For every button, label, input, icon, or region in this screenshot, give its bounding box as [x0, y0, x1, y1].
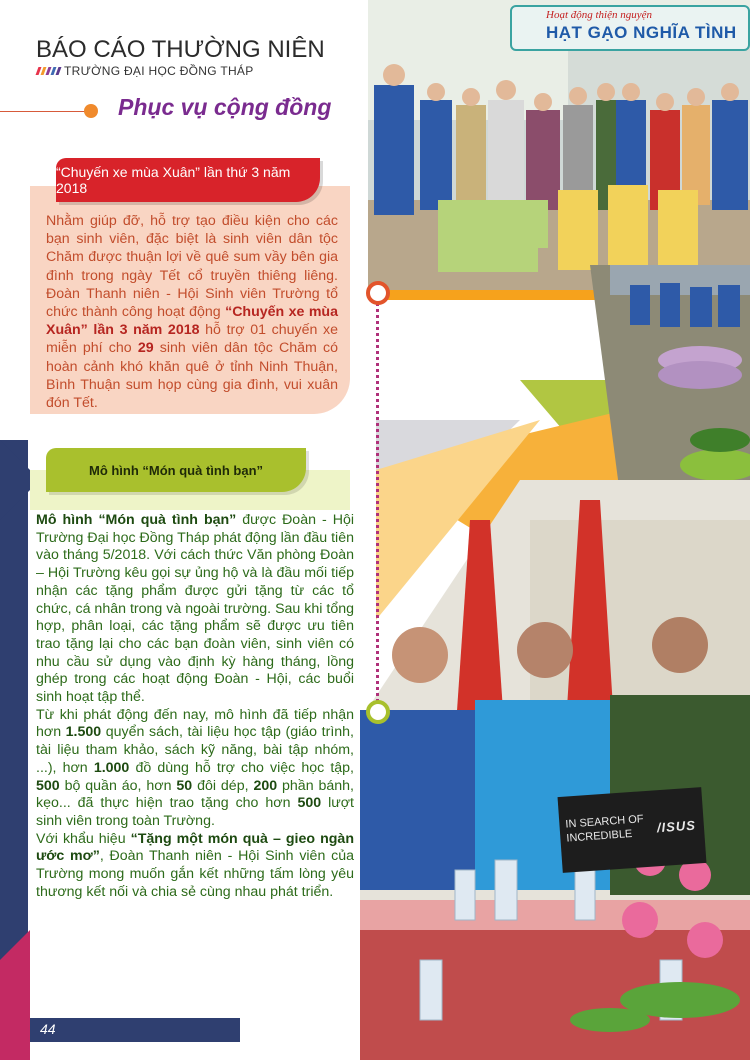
article-heading-friendship-gift: Mô hình “Món quà tình bạn”: [46, 448, 306, 492]
connector-node-top: [366, 281, 390, 305]
text-bold: 50: [176, 777, 193, 794]
text-bold: Mô hình: [36, 512, 99, 528]
gift-box-text-2: INCREDIBLE: [566, 828, 633, 845]
page-number-bar: [30, 1018, 240, 1042]
report-title: BÁO CÁO THƯỜNG NIÊN: [36, 36, 325, 63]
paragraph-3: [36, 831, 354, 902]
text-bold: 29: [137, 340, 154, 357]
text-run: , Đoàn Thanh niên - Hội Sinh viên của Trường mong muốn gắn kết những tấm lòng yêu thương kết nối và chia sẻ cùng nhau phát triển.: [36, 848, 354, 900]
photo-award-ceremony: [360, 480, 750, 1060]
photo-award-image: [360, 480, 750, 1060]
photo-charity-group: [368, 0, 750, 290]
text-bold: 1.500: [65, 724, 102, 741]
article-heading-spring-bus: “Chuyến xe mùa Xuân” lần thứ 3 năm 2018: [56, 158, 320, 202]
header-stripes: [37, 67, 59, 75]
text-bold: “Tặng một món quà – gieo ngàn ước mơ”: [36, 830, 354, 865]
university-name: TRƯỜNG ĐẠI HỌC ĐỒNG THÁP: [64, 64, 254, 78]
photo-tire-garden: [590, 265, 750, 495]
dotted-connector: [376, 290, 379, 708]
text-run: Từ khi phát động đến nay, mô hình đã tiếp nhận hơn: [36, 706, 354, 741]
text-run: quyển sách, tài liệu học tập (giáo trình, tài liệu tham khảo, sách kỹ năng, bài tập nhóm, ...), hơn: [36, 724, 354, 776]
text-bold: 200: [253, 777, 278, 794]
text-run: được Đoàn - Hội Trường Đại học Đồng Tháp phát động lần đầu tiên vào tháng 5/2018. Với cách thức Văn phòng Đoàn – Hội Trường kêu gọi sự ủng hộ và là đầu mối tiếp nhận các tặng phẩm được gửi tặng từ các tổ chức, cá nhân trong và ngoài trường. Sau khi tổng hợp, phân loại, các tặng phẩm sẽ được ưu tiên trao tặng lại cho các bạn đoàn viên, sinh viên có nhu cầu sử dụng vào định kỳ hàng tháng, lồng ghép trong các hoạt động Đoàn - Hội, các buổi sinh hoạt tập thể.: [36, 512, 355, 706]
paragraph-2: [36, 707, 354, 831]
text-run: bộ quần áo, hơn: [59, 777, 177, 794]
banner-small-text: Hoạt động thiện nguyện: [546, 9, 653, 21]
text-run: Nhằm giúp đỡ, hỗ trợ tạo điều kiện cho các bạn sinh viên, đặc biệt là sinh viên dân tộc Chăm được thuận lợi về quê sum vầy bên gia đình trong ngày Tết cổ truyền thiêng liêng. Đoàn Thanh niên - Hội Sinh viên Trường tổ chức thành công hoạt động: [46, 213, 338, 321]
article-text-friendship-gift: [36, 512, 354, 901]
section-line: [0, 111, 88, 112]
connector-node-bottom: [366, 700, 390, 724]
photo-tire-garden-image: [590, 265, 750, 495]
gift-box-logo: /ISUS: [656, 817, 697, 836]
paragraph-1: [36, 512, 354, 707]
text-run: phần bánh, kẹo... đã thực hiện trao tặng cho hơn: [36, 777, 354, 812]
banner-big-text: HẠT GẠO NGHĨA TÌNH: [546, 23, 737, 42]
text-run: hỗ trợ 01 chuyến xe miễn phí cho: [46, 322, 338, 357]
page-number: 44: [40, 1021, 56, 1037]
text-bold: 500: [297, 795, 322, 812]
article-text-spring-bus: [46, 212, 338, 412]
text-run: đôi dép,: [192, 777, 254, 794]
text-run: Với khẩu hiệu: [36, 830, 131, 847]
text-bold: 500: [36, 777, 60, 794]
text-run: đồ dùng hỗ trợ cho việc học tập,: [129, 759, 354, 776]
activity-banner: [510, 5, 750, 51]
laptop-gift-box: [558, 787, 707, 873]
text-bold: 1.000: [93, 759, 130, 776]
text-run: sinh viên dân tộc Chăm có hoàn cảnh khó khăn quê ở tỉnh Ninh Thuận, Bình Thuận sum họp cùng gia đình, vui xuân đón Tết.: [46, 340, 338, 412]
section-dot: [84, 104, 98, 118]
text-bold: “Món quà tình bạn”: [98, 512, 237, 528]
text-bold: “Chuyến xe mùa Xuân” lần 3 năm 2018: [46, 304, 338, 339]
gift-box-text-1: IN SEARCH OF: [565, 813, 644, 831]
text-run: lượt sinh viên trong toàn Trường.: [36, 795, 354, 829]
section-title: Phục vụ cộng đồng: [118, 94, 332, 120]
